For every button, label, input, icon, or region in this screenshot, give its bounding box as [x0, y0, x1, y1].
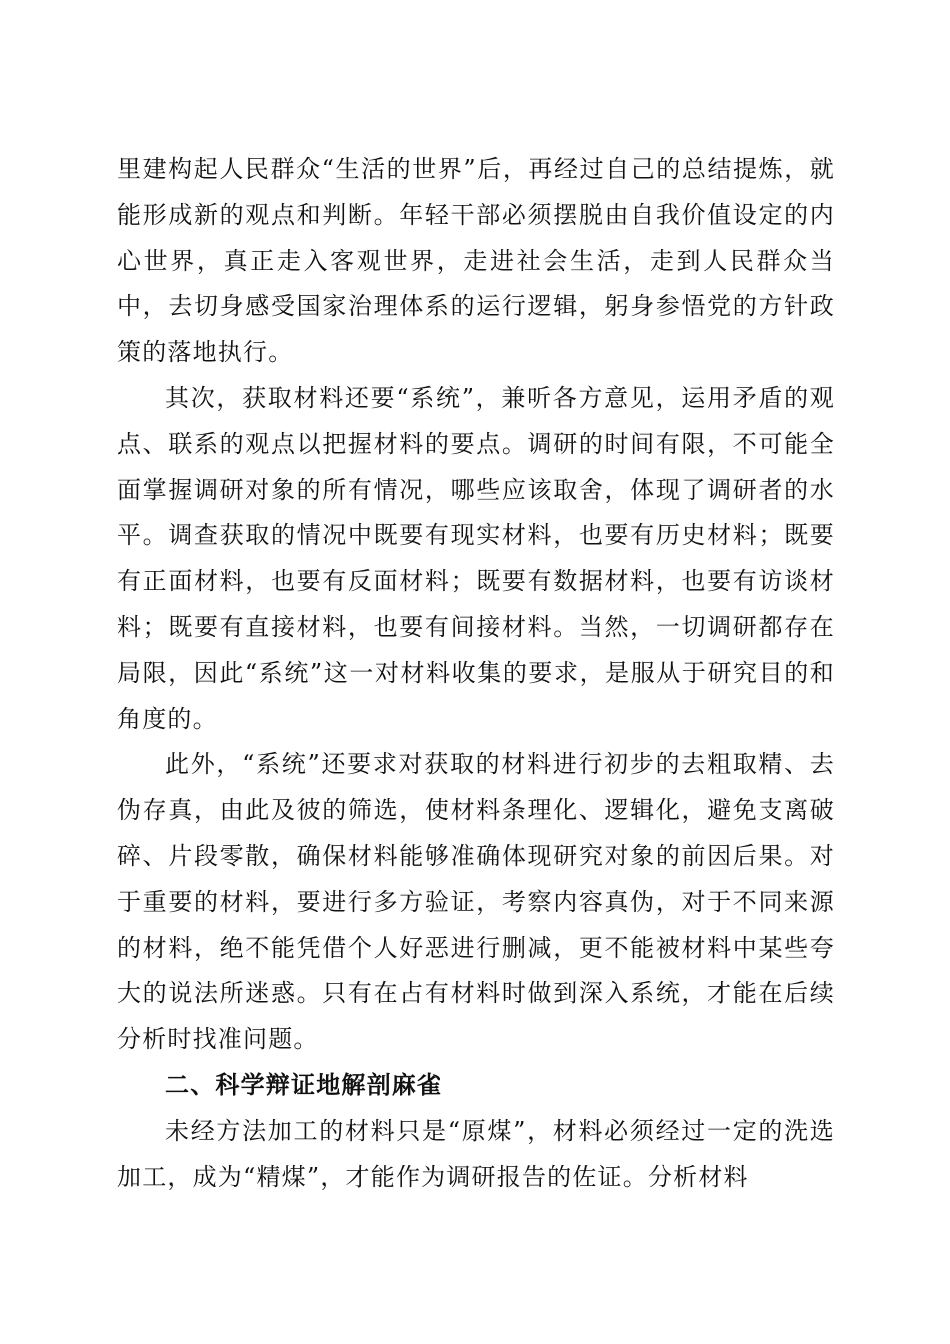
paragraph-closing: 未经方法加工的材料只是“原煤”，材料必须经过一定的洗选加工，成为“精煤”，才能作为调研报告的佐证。分析材料: [117, 1116, 835, 1191]
paragraph-furthermore: 此外，“系统”还要求对获取的材料进行初步的去粗取精、去伪存真，由此及彼的筛选，使材料条理化、逻辑化，避免支离破碎、片段零散，确保材料能够准确体现研究对象的前因后果。对于重要的材料，要进行多方验证，考察内容真伪，对于不同来源的材料，绝不能凭借个人好恶进行删减，更不能被材料中某些夸大的说法所迷惑。只有在占有材料时做到深入系统，才能在后续分析时找准问题。: [117, 750, 835, 1054]
paragraph-continuation: 里建构起人民群众“生活的世界”后，再经过自己的总结提炼，就能形成新的观点和判断。年轻干部必须摆脱由自我价值设定的内心世界，真正走入客观世界，走进社会生活，走到人民群众当中，去切身感受国家治理体系的运行逻辑，躬身参悟党的方针政策的落地执行。: [117, 155, 835, 367]
paragraph-second-point: 其次，获取材料还要“系统”，兼听各方意见，运用矛盾的观点、联系的观点以把握材料的要点。调研的时间有限，不可能全面掌握调研对象的所有情况，哪些应该取舍，体现了调研者的水平。调查获取的情况中既要有现实材料，也要有历史材料；既要有正面材料，也要有反面材料；既要有数据材料，也要有访谈材料；既要有直接材料，也要有间接材料。当然，一切调研都存在局限，因此“系统”这一对材料收集的要求，是服从于研究目的和角度的。: [117, 383, 835, 733]
document-body: [117, 147, 835, 1200]
section-heading: 二、科学辩证地解剖麻雀: [165, 1070, 443, 1099]
